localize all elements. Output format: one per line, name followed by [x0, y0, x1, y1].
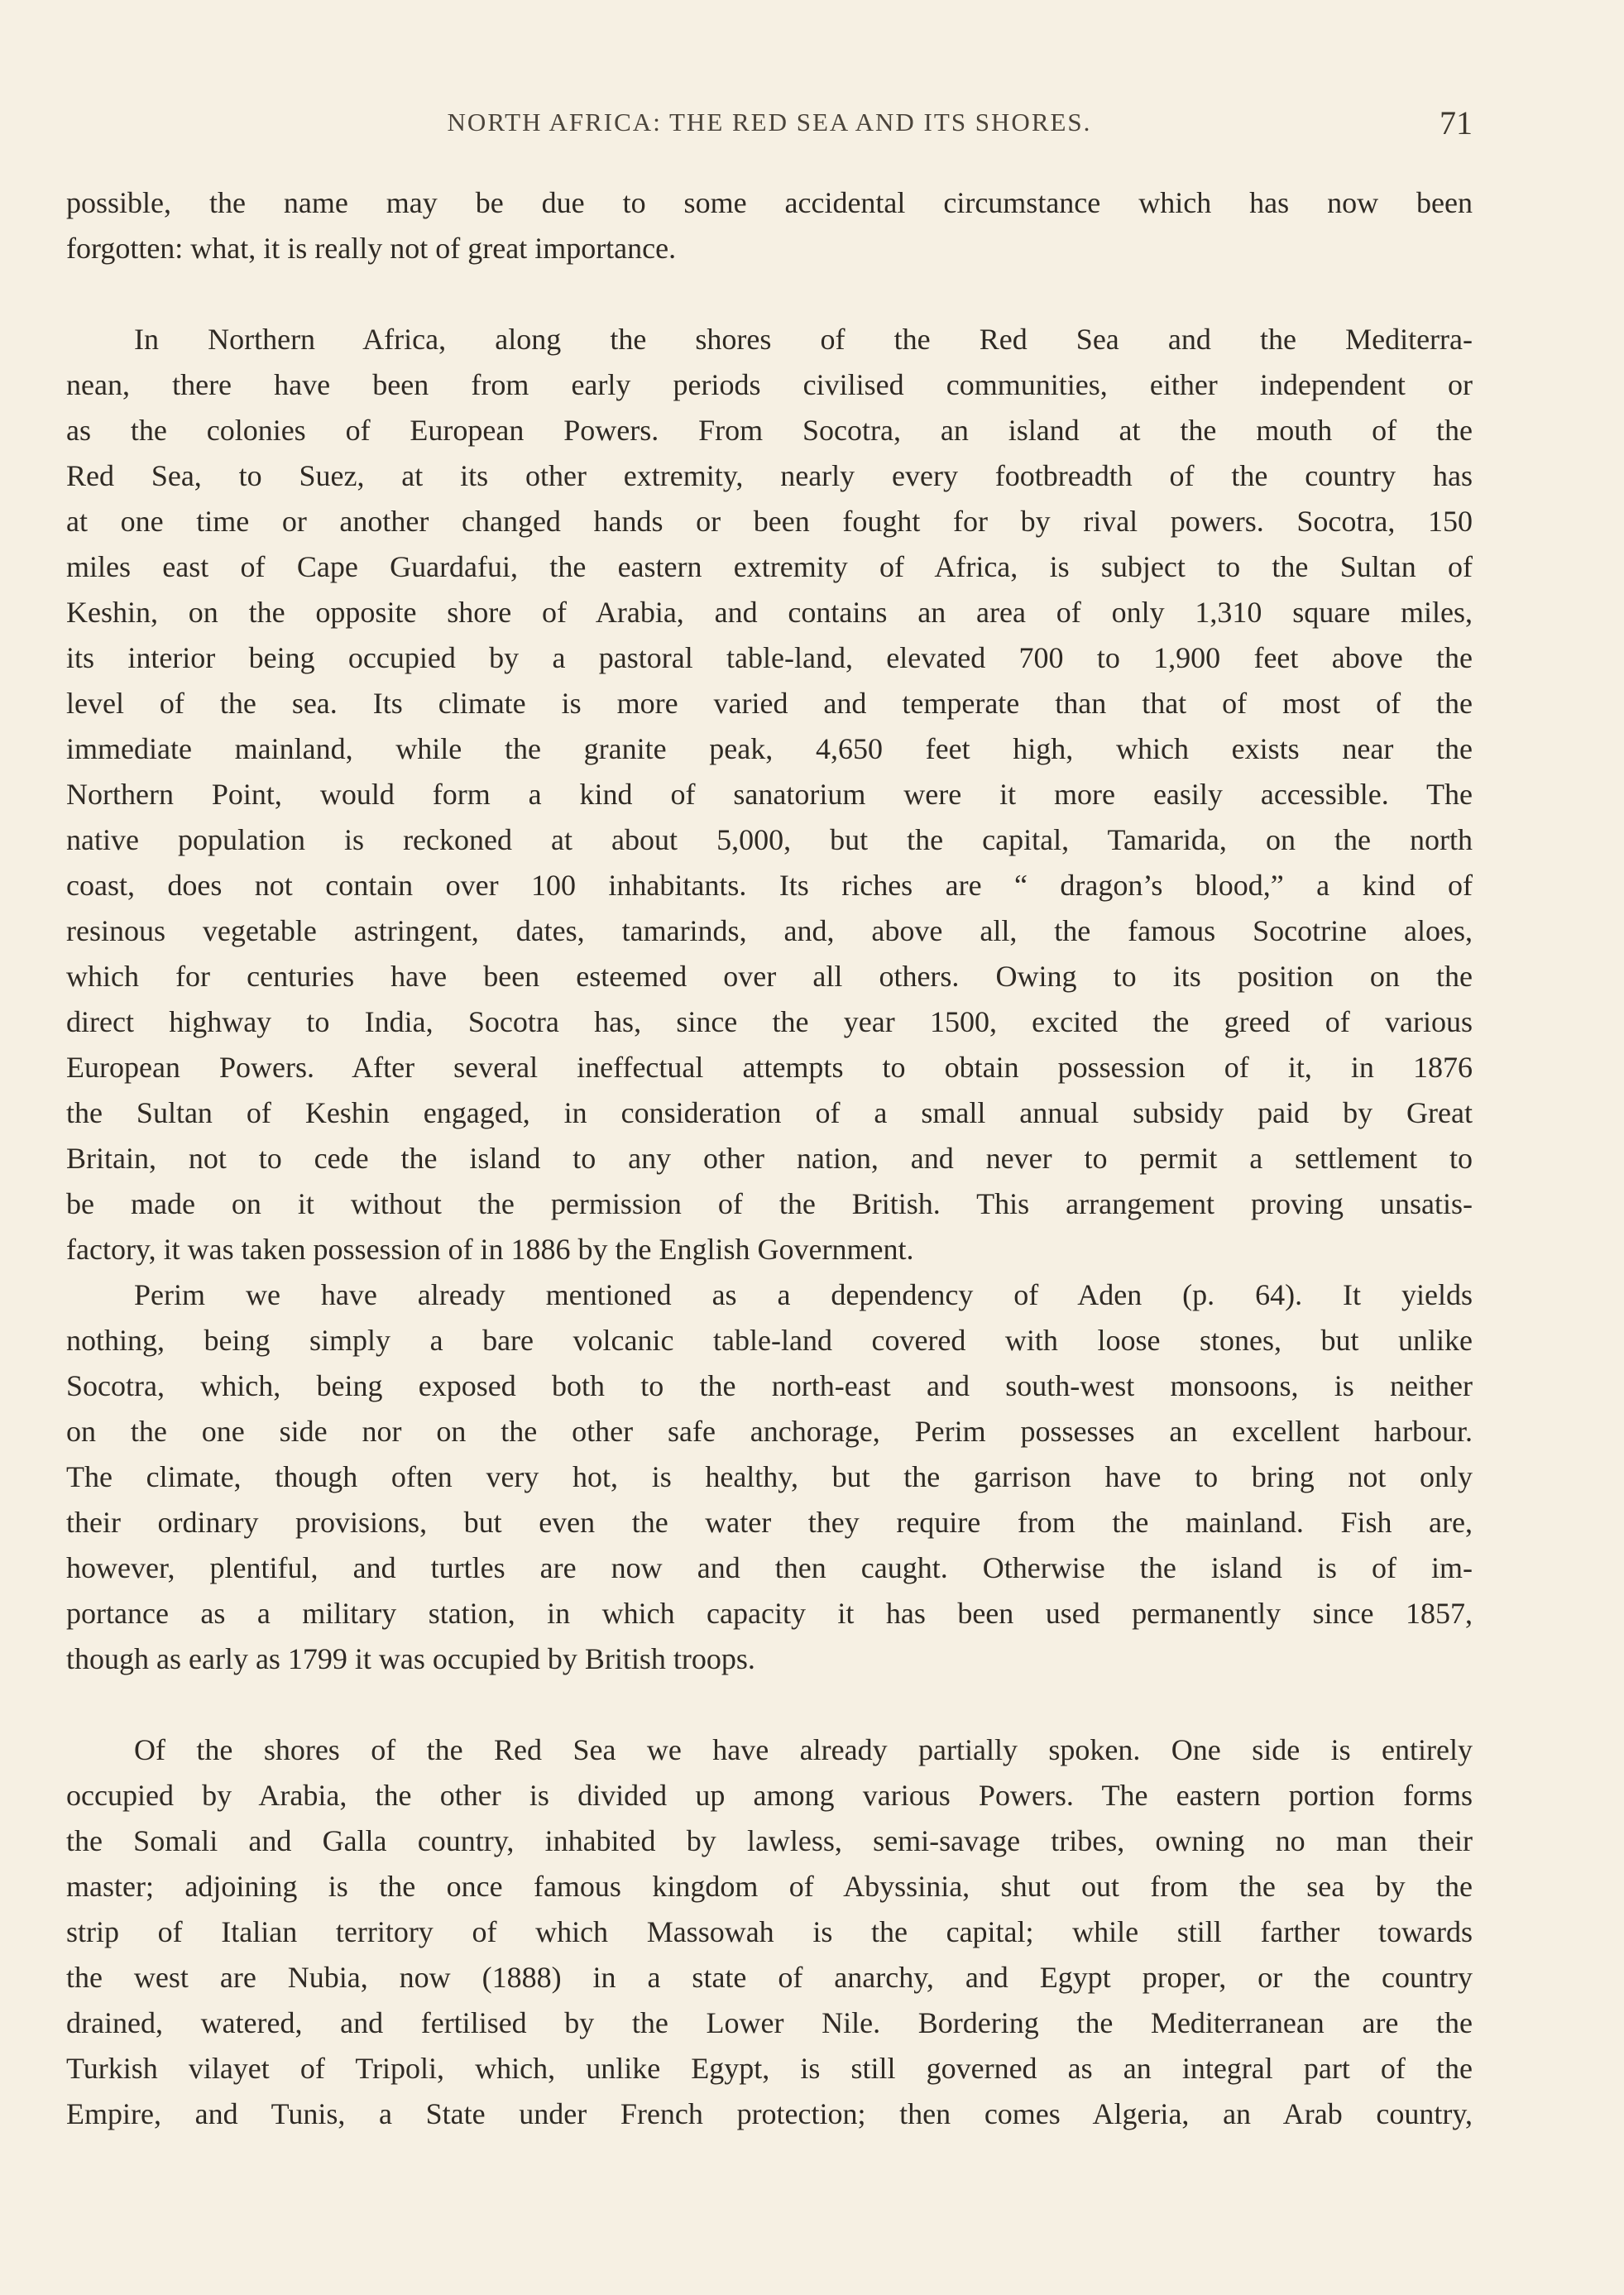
text-line: its interior being occupied by a pastoral table-land, elevated 700 to 1,900 feet above the — [66, 641, 1473, 674]
text-line: direct highway to India, Socotra has, since the year 1500, excited the greed of various — [66, 1005, 1473, 1038]
text-line: drained, watered, and fertilised by the Lower Nile. Bordering the Mediterranean are the — [66, 2006, 1473, 2039]
text-line: be made on it without the permission of the British. This arrangement proving unsatis- — [66, 1187, 1473, 1220]
book-page — [66, 98, 1473, 2182]
page-number: 71 — [1440, 104, 1473, 141]
page-header — [66, 98, 1473, 147]
text-line: at one time or another changed hands or been fought for by rival powers. Socotra, 150 — [66, 505, 1473, 538]
text-line: native population is reckoned at about 5,000, but the capital, Tamarida, on the north — [66, 823, 1473, 856]
text-line: European Powers. After several ineffectual attempts to obtain possession of it, in 1876 — [66, 1051, 1473, 1084]
text-line: nothing, being simply a bare volcanic table-land covered with loose stones, but unlike — [66, 1324, 1473, 1357]
paragraph-3 — [66, 1272, 1473, 1682]
text-line: Of the shores of the Red Sea we have already partially spoken. One side is entirely — [134, 1733, 1473, 1766]
text-line: Perim we have already mentioned as a dependency of Aden (p. 64). It yields — [134, 1278, 1473, 1311]
running-title: NORTH AFRICA: THE RED SEA AND ITS SHORES. — [447, 108, 1092, 137]
text-line: Red Sea, to Suez, at its other extremity, nearly every footbreadth of the country has — [66, 459, 1473, 492]
text-line: which for centuries have been esteemed over all others. Owing to its position on the — [66, 960, 1473, 993]
text-line: Northern Point, would form a kind of sanatorium were it more easily accessible. The — [66, 778, 1473, 811]
text-line: Empire, and Tunis, a State under French protection; then comes Algeria, an Arab country, — [66, 2097, 1473, 2130]
text-line: however, plentiful, and turtles are now and then caught. Otherwise the island is of im- — [66, 1551, 1473, 1584]
text-line: though as early as 1799 it was occupied by British troops. — [66, 1642, 755, 1675]
text-line: on the one side nor on the other safe anchorage, Perim possesses an excellent harbour. — [66, 1415, 1473, 1448]
text-line: Turkish vilayet of Tripoli, which, unlike Egypt, is still governed as an integral part of the — [66, 2052, 1473, 2085]
text-line: resinous vegetable astringent, dates, tamarinds, and, above all, the famous Socotrine aloes, — [66, 914, 1473, 947]
text-line: occupied by Arabia, the other is divided up among various Powers. The eastern portion forms — [66, 1779, 1473, 1812]
text-line: as the colonies of European Powers. From Socotra, an island at the mouth of the — [66, 414, 1473, 447]
text-line: The climate, though often very hot, is healthy, but the garrison have to bring not only — [66, 1460, 1473, 1493]
text-line: strip of Italian territory of which Massowah is the capital; while still farther towards — [66, 1915, 1473, 1948]
text-line: Britain, not to cede the island to any other nation, and never to permit a settlement to — [66, 1142, 1473, 1175]
paragraph-gap — [66, 271, 1473, 317]
paragraph-4 — [66, 1727, 1473, 2137]
text-line: level of the sea. Its climate is more varied and temperate than that of most of the — [66, 687, 1473, 720]
text-line: In Northern Africa, along the shores of the Red Sea and the Mediterra- — [134, 323, 1473, 356]
text-line: miles east of Cape Guardafui, the eastern extremity of Africa, is subject to the Sultan of — [66, 550, 1473, 583]
paragraph-2 — [66, 317, 1473, 1272]
text-line: master; adjoining is the once famous kingdom of Abyssinia, shut out from the sea by the — [66, 1870, 1473, 1903]
text-line: possible, the name may be due to some accidental circumstance which has now been — [66, 186, 1473, 219]
body-text — [66, 180, 1473, 2137]
text-line: forgotten: what, it is really not of great importance. — [66, 232, 677, 265]
text-line: the west are Nubia, now (1888) in a state of anarchy, and Egypt proper, or the country — [66, 1961, 1473, 1994]
paragraph-gap — [66, 1682, 1473, 1727]
text-line: portance as a military station, in which capacity it has been used permanently since 1857, — [66, 1597, 1473, 1630]
text-line: their ordinary provisions, but even the water they require from the mainland. Fish are, — [66, 1506, 1473, 1539]
text-line: coast, does not contain over 100 inhabitants. Its riches are “ dragon’s blood,” a kind of — [66, 869, 1473, 902]
text-line: Socotra, which, being exposed both to the north-east and south-west monsoons, is neither — [66, 1369, 1473, 1402]
text-line: factory, it was taken possession of in 1886 by the English Government. — [66, 1233, 914, 1266]
paragraph-1 — [66, 180, 1473, 271]
text-line: the Sultan of Keshin engaged, in consideration of a small annual subsidy paid by Great — [66, 1096, 1473, 1129]
text-line: nean, there have been from early periods civilised communities, either independent or — [66, 368, 1473, 401]
text-line: Keshin, on the opposite shore of Arabia, and contains an area of only 1,310 square miles, — [66, 596, 1473, 629]
text-line: the Somali and Galla country, inhabited by lawless, semi-savage tribes, owning no man their — [66, 1824, 1473, 1857]
text-line: immediate mainland, while the granite peak, 4,650 feet high, which exists near the — [66, 732, 1473, 765]
